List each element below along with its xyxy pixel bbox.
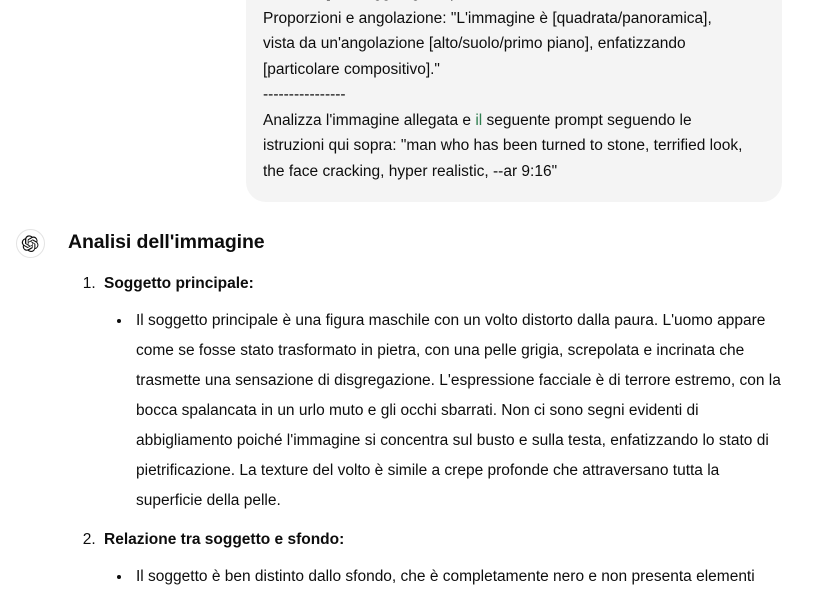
sub-list xyxy=(104,562,784,592)
list-spacer xyxy=(100,516,784,528)
user-message-line-3: vista da un'angolazione [alto/suolo/primo piano], enfatizzando xyxy=(263,35,686,52)
user-message-line-2: Proporzioni e angolazione: "L'immagine è [quadrata/panoramica], xyxy=(263,9,712,27)
sub-list xyxy=(104,306,784,516)
user-message-line-6-suffix: seguente prompt seguendo le xyxy=(482,111,692,129)
user-message-line-6-highlight: il xyxy=(475,111,483,129)
assistant-avatar xyxy=(16,229,45,258)
user-message-bubble xyxy=(246,0,782,202)
assistant-body xyxy=(68,214,784,592)
list-item: • Il soggetto principale è una figura maschile con un volto distorto dalla paura. L'uomo appare come se fosse stato trasformato in pietra, con una pelle grigia, screpolata e incrinata che trasmette una sensazione di disgregazione. L'espressione facciale è di terrore estremo, con la bocca spalancata in un urlo muto e gli occhi sbarrati. Non ci sono segni evidenti di abbigliamento poiché l'immagine si concentra sul busto e sulla testa, enfatizzando lo stato di pietrificazione. La texture del volto è simile a crepe profonde che attraversano tutta la superficie della pelle. xyxy=(132,306,784,516)
list-item: • Il soggetto è ben distinto dallo sfondo, che è completamente nero e non presenta elementi xyxy=(132,562,784,592)
scrollbar[interactable] xyxy=(808,0,817,570)
user-message-line-6-prefix: Analizza l'immagine allegata e xyxy=(263,111,476,129)
list-item-heading: Soggetto principale: xyxy=(104,275,254,292)
page-title: Analisi dell'immagine xyxy=(68,231,265,253)
analysis-list xyxy=(68,272,784,592)
user-message-line-7: istruzioni qui sopra: "man who has been turned to stone, terrified look, xyxy=(263,137,743,154)
list-item-heading: Relazione tra soggetto e sfondo: xyxy=(104,531,345,548)
user-message-line-4: [particolare compositivo]." xyxy=(263,60,440,78)
openai-logo-icon xyxy=(22,235,39,252)
list-item xyxy=(100,272,784,516)
user-message-separator: ---------------- xyxy=(263,86,346,103)
list-item xyxy=(100,528,784,592)
user-message-line-6 xyxy=(263,108,760,134)
user-message-line-8: the face cracking, hyper realistic, --ar 9:16" xyxy=(263,162,558,180)
